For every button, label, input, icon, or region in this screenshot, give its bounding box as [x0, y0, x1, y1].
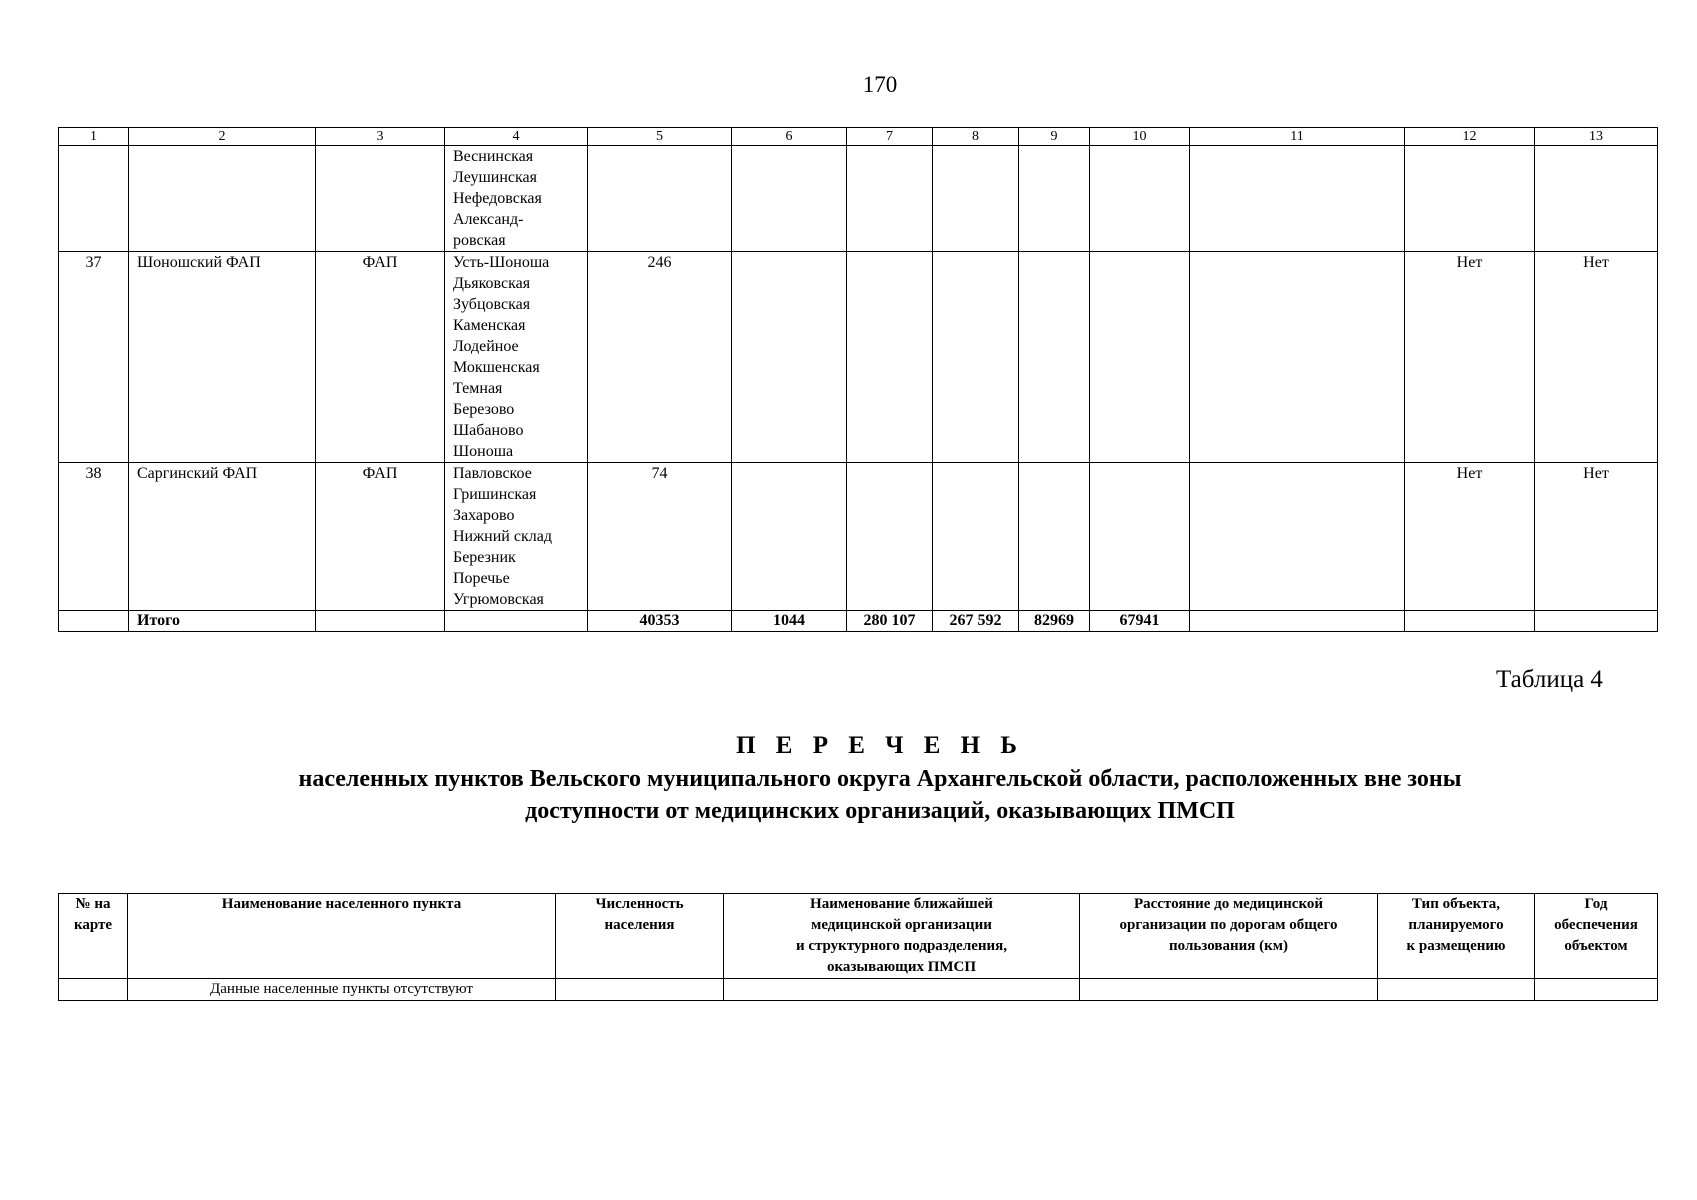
settlement-name: Веснинская: [453, 148, 534, 165]
settlement-name: Шоноша: [453, 443, 514, 460]
total-col8: 267 592: [933, 611, 1019, 632]
col12-value: Нет: [1405, 463, 1535, 611]
facility-name: Саргинский ФАП: [129, 463, 316, 611]
header-text: Наименование ближайшей: [810, 896, 993, 912]
total-col10: 67941: [1090, 611, 1190, 632]
header-text: медицинской организации: [811, 917, 992, 933]
settlement-name: Поречье: [453, 570, 510, 587]
settlements-cell: [445, 252, 588, 463]
settlement-name: Мокшенская: [453, 359, 540, 376]
header-text: к размещению: [1406, 938, 1506, 954]
header-text: планируемого: [1408, 917, 1504, 933]
settlements-cell: [445, 146, 588, 252]
column-number: 9: [1019, 128, 1090, 146]
col13-value: Нет: [1535, 252, 1658, 463]
settlement-name: Александ-: [453, 211, 524, 228]
col13-value: Нет: [1535, 463, 1658, 611]
header-row: [59, 894, 1658, 979]
header-text: № на: [75, 896, 111, 912]
settlement-name: ровская: [453, 232, 506, 249]
heading-title: П Е Р Е Ч Е Н Ь: [736, 732, 1024, 759]
no-data-text: Данные населенные пункты отсутствуют: [128, 979, 556, 1001]
header-text: и структурного подразделения,: [795, 938, 1008, 954]
header-settlement-name: [128, 894, 556, 979]
total-col5: 40353: [588, 611, 732, 632]
facility-type: ФАП: [316, 252, 445, 463]
col12-value: Нет: [1405, 252, 1535, 463]
header-text: Численность: [595, 896, 684, 912]
table-row: [59, 463, 1658, 611]
column-number: 10: [1090, 128, 1190, 146]
header-map-number: [59, 894, 128, 979]
column-number: 2: [129, 128, 316, 146]
settlement-name: Гришинская: [453, 486, 537, 503]
header-year: [1535, 894, 1658, 979]
column-number: 5: [588, 128, 732, 146]
settlements-cell: [445, 463, 588, 611]
heading-line-1: населенных пунктов Вельского муниципального округа Архангельской области, расположенных вне зоны: [298, 766, 1462, 792]
settlement-name: Захарово: [453, 507, 515, 524]
header-text: оказывающих ПМСП: [826, 959, 977, 975]
population: 74: [588, 463, 732, 611]
table-label: Таблица 4: [1496, 666, 1603, 693]
header-distance: [1080, 894, 1378, 979]
column-number: 13: [1535, 128, 1658, 146]
header-text: организации по дорогам общего: [1119, 917, 1338, 933]
header-text: пользования (км): [1169, 938, 1288, 954]
header-text: обеспечения: [1554, 917, 1638, 933]
total-label: Итого: [129, 611, 316, 632]
settlement-name: Березник: [453, 549, 516, 566]
header-population: [556, 894, 724, 979]
column-number: 11: [1190, 128, 1405, 146]
table-row: [59, 979, 1658, 1001]
row-number: 38: [59, 463, 129, 611]
header-text: Расстояние до медицинской: [1133, 896, 1324, 912]
settlement-name: Зубцовская: [453, 296, 531, 313]
row-number: 37: [59, 252, 129, 463]
settlement-name: Усть-Шоноша: [453, 254, 550, 271]
facility-name: Шоношский ФАП: [129, 252, 316, 463]
header-nearest-organization: [724, 894, 1080, 979]
settlement-name: Нижний склад: [453, 528, 552, 545]
settlement-name: Темная: [453, 380, 503, 397]
table-row: [59, 146, 1658, 252]
total-col6: 1044: [732, 611, 847, 632]
column-number: 12: [1405, 128, 1535, 146]
header-text: населения: [604, 917, 675, 933]
table-row: [59, 252, 1658, 463]
column-number-row: [59, 128, 1658, 146]
total-col7: 280 107: [847, 611, 933, 632]
settlement-name: Лодейное: [453, 338, 519, 355]
column-number: 1: [59, 128, 129, 146]
facility-type: ФАП: [316, 463, 445, 611]
page-number: 170: [862, 72, 898, 97]
column-number: 6: [732, 128, 847, 146]
header-text: Наименование населенного пункта: [221, 896, 462, 912]
population: 246: [588, 252, 732, 463]
settlement-name: Шабаново: [453, 422, 524, 439]
header-text: карте: [73, 917, 113, 933]
header-text: Год: [1584, 896, 1608, 912]
settlement-name: Березово: [453, 401, 515, 418]
header-text: объектом: [1564, 938, 1628, 954]
settlement-name: Угрюмовская: [453, 591, 544, 608]
total-row: [59, 611, 1658, 632]
settlement-name: Каменская: [453, 317, 526, 334]
settlement-name: Леушинская: [453, 169, 537, 186]
column-number: 3: [316, 128, 445, 146]
settlement-name: Нефедовская: [453, 190, 542, 207]
column-number: 4: [445, 128, 588, 146]
settlements-outside-zone-table: [58, 893, 1658, 1001]
header-text: Тип объекта,: [1411, 896, 1501, 912]
settlement-name: Павловское: [453, 465, 532, 482]
header-object-type: [1378, 894, 1535, 979]
column-number: 8: [933, 128, 1019, 146]
heading-line-2: доступности от медицинских организаций, оказывающих ПМСП: [525, 798, 1235, 824]
facilities-table: [58, 127, 1658, 632]
column-number: 7: [847, 128, 933, 146]
total-col9: 82969: [1019, 611, 1090, 632]
settlement-name: Дьяковская: [453, 275, 531, 292]
